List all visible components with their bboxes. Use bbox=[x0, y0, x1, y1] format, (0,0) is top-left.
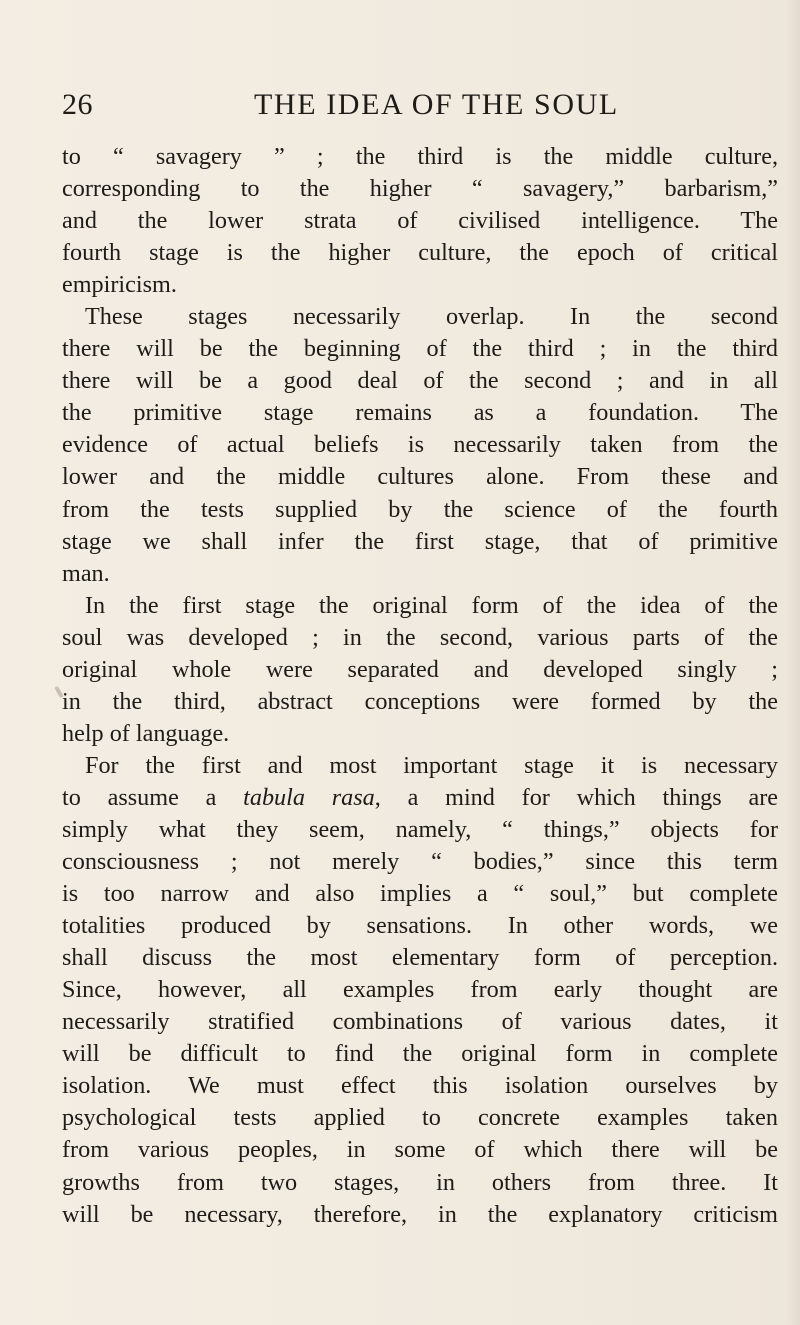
page-edge-shadow bbox=[786, 0, 800, 1325]
text-line: will be necessary, therefore, in the explanatory criticism bbox=[62, 1200, 778, 1228]
text-line: stage we shall infer the first stage, that of primitive bbox=[62, 527, 778, 555]
text-line: from the tests supplied by the science of the fourth bbox=[62, 495, 778, 523]
text-fragment: to assume a bbox=[62, 783, 217, 811]
text-line: lower and the middle cultures alone. From these and bbox=[62, 463, 778, 491]
italic-phrase: tabula rasa bbox=[243, 783, 375, 811]
body-text bbox=[62, 141, 778, 1231]
text-line: growths from two stages, in others from three. It bbox=[62, 1168, 778, 1196]
text-line: corresponding to the higher “ savagery,” barbarism,” bbox=[62, 175, 778, 203]
text-line: from various peoples, in some of which there will be bbox=[62, 1136, 778, 1164]
text-line: the primitive stage remains as a foundation. The bbox=[62, 399, 778, 427]
text-line: there will be a good deal of the second ; and in all bbox=[62, 367, 778, 395]
text-fragment: , a mind for which things are bbox=[374, 783, 778, 811]
text-line: soul was developed ; in the second, various parts of the bbox=[62, 623, 778, 651]
page-number: 26 bbox=[62, 88, 93, 121]
text-line: simply what they seem, namely, “ things,” objects for bbox=[62, 815, 778, 843]
text-line: necessarily stratified combinations of various dates, it bbox=[62, 1008, 778, 1036]
text-line: totalities produced by sensations. In other words, we bbox=[62, 912, 778, 940]
text-line: empiricism. bbox=[62, 271, 177, 299]
text-line: man. bbox=[62, 559, 110, 587]
text-line: These stages necessarily overlap. In the second bbox=[85, 303, 778, 331]
running-title: THE IDEA OF THE SOUL bbox=[254, 88, 619, 121]
running-head bbox=[62, 88, 776, 128]
text-line: help of language. bbox=[62, 719, 230, 747]
text-line: In the first stage the original form of the idea of the bbox=[85, 591, 778, 619]
text-line: For the first and most important stage it is necessary bbox=[85, 751, 778, 779]
text-line: evidence of actual beliefs is necessarily taken from the bbox=[62, 431, 778, 459]
text-line bbox=[62, 782, 778, 814]
text-line: fourth stage is the higher culture, the epoch of critical bbox=[62, 239, 778, 267]
text-line: to “ savagery ” ; the third is the middle culture, bbox=[62, 143, 778, 170]
text-line: psychological tests applied to concrete examples taken bbox=[62, 1104, 778, 1132]
text-line: is too narrow and also implies a “ soul,” but complete bbox=[62, 880, 778, 908]
text-line: isolation. We must effect this isolation ourselves by bbox=[62, 1072, 778, 1100]
text-line: shall discuss the most elementary form of perception. bbox=[62, 944, 778, 972]
text-line: there will be the beginning of the third ; in the third bbox=[62, 335, 778, 363]
text-line: Since, however, all examples from early thought are bbox=[62, 976, 778, 1004]
text-line: will be difficult to find the original form in complete bbox=[62, 1040, 778, 1068]
text-line: in the third, abstract conceptions were formed by the bbox=[62, 687, 778, 715]
text-line: original whole were separated and developed singly ; bbox=[62, 655, 778, 683]
text-line: consciousness ; not merely “ bodies,” since this term bbox=[62, 848, 778, 876]
text-line: and the lower strata of civilised intelligence. The bbox=[62, 207, 778, 235]
